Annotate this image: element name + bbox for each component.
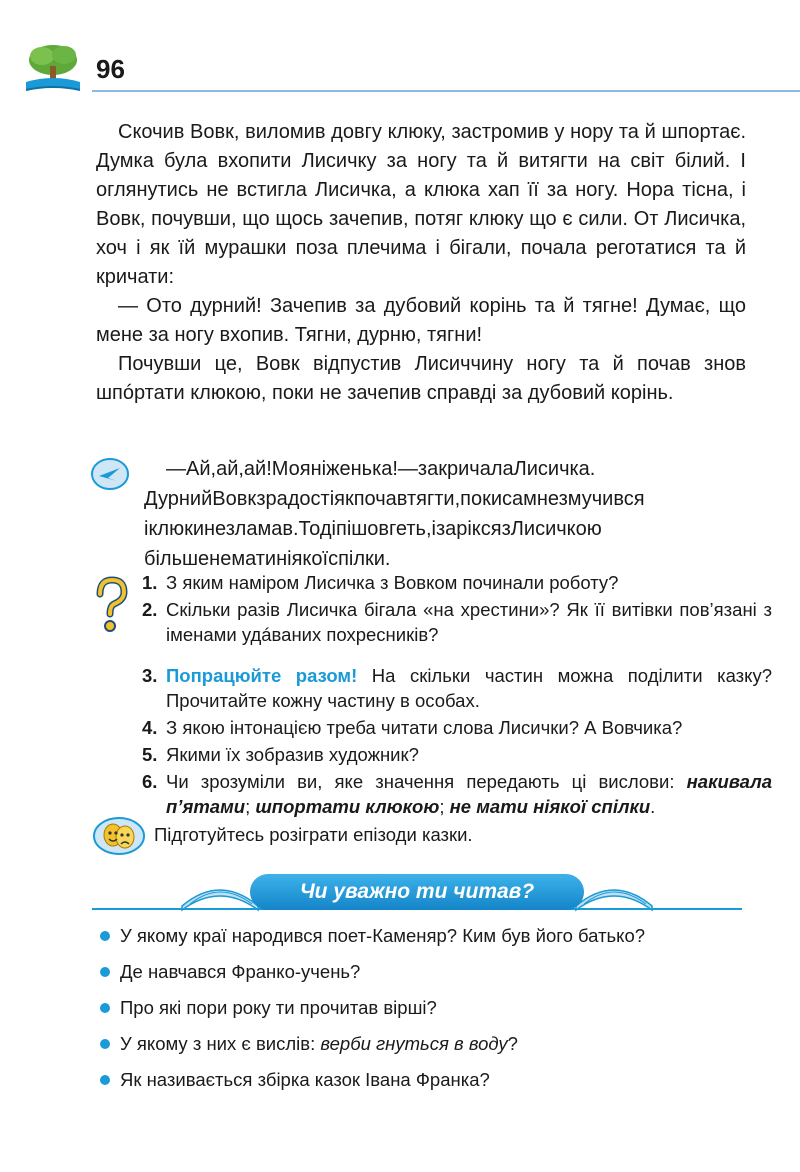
review-text: Як називається збірка казок Івана Франка? (120, 1069, 490, 1090)
question-number: 5. (142, 744, 158, 765)
task-block (92, 816, 772, 856)
theatre-masks-icon (92, 816, 146, 856)
review-text: Про які пори року ти прочитав вірші? (120, 997, 437, 1018)
story-paragraph: — Ото дурний! Зачепив за дубовий корінь та й тягне! Думає, що мене за ногу вхопив. Тягни, дурню, тягни! (96, 295, 746, 346)
open-book-icon (180, 866, 260, 912)
question-text: З якою інтонацією треба читати слова Лисички? А Вовчика? (166, 717, 683, 738)
page-number: 96 (96, 54, 125, 84)
review-item (100, 1066, 780, 1102)
review-text: Де навчався Франко-учень? (120, 961, 361, 982)
note-text: —Ай,ай,ай!Мояніженька!—закричалаЛисичка. ДурнийВовкзрадостіякпочавтягти,покисамнезмучився іклюкинезламав.Тодіпішовгеть,ізаріксязЛисичкою більшенематиніякоїспілки. (144, 458, 645, 570)
question-text: З яким наміром Лисичка з Вовком починали роботу? (166, 572, 619, 593)
question-item (142, 715, 772, 740)
phrase: шпортати клюкою (255, 796, 440, 817)
review-text: У якому краї народився поет-Каменяр? Ким був його батько? (120, 925, 646, 946)
bullet-icon (100, 1003, 110, 1013)
question-item (142, 570, 772, 595)
question-text: Чи зрозуміли ви, яке значення передають ці вислови: (166, 771, 687, 792)
question-number: 4. (142, 717, 158, 738)
teamwork-highlight: Попрацюйте разом! (166, 665, 358, 686)
bullet-icon (100, 1075, 110, 1085)
review-item (100, 922, 780, 958)
question-text: Скільки разів Лисичка бігала «на хрестини»? Як її витівки пов’язані з іменами удáваних похресників? (166, 599, 772, 645)
review-item (100, 1030, 780, 1066)
task-text: Підготуйтесь розіграти епізоди казки. (154, 824, 473, 845)
question-number: 6. (142, 771, 158, 792)
separator: ; (439, 796, 450, 817)
question-item (142, 742, 772, 767)
review-item (100, 994, 780, 1030)
questions-block (92, 570, 772, 821)
review-text: У якому з них є вислів: (120, 1033, 321, 1054)
story-paragraph: Почувши це, Вовк відпустив Лисиччину ногу та й почав знов шпóртати клюкою, поки не зачепив справді за дубовий корінь. (96, 353, 746, 404)
separator: ; (245, 796, 256, 817)
bullet-icon (100, 1039, 110, 1049)
question-list (142, 570, 772, 819)
sentence-end: . (650, 796, 656, 817)
review-item (100, 958, 780, 994)
bullet-icon (100, 967, 110, 977)
banner-title: Чи уважно ти читав? (250, 874, 584, 910)
open-book-icon (574, 866, 654, 912)
question-text: На скільки частин можна поділити казку? Прочитайте кожну частину в особах. (166, 665, 772, 711)
story-paragraph: Скочив Вовк, виломив довгу клюку, застромив у нору та й шпортає. Думка була вхопити Лисичку за ногу та й витягти на світ білий. І оглянутись не встигла Лисичка, а клюка хап її за ногу. Нора тісна, і Вовк, почувши, що щось зачепив, потяг клюку що є сили. От Лисичка, хоч і як їй мурашки поза плечима і бігали, почала реготатися та й кричати: (96, 121, 746, 288)
question-item (142, 769, 772, 819)
question-item (142, 597, 772, 647)
question-text: Якими їх зобразив художник? (166, 744, 419, 765)
page-header (22, 40, 800, 100)
review-list (100, 922, 780, 1102)
question-mark-icon (90, 576, 132, 634)
question-number: 1. (142, 572, 158, 593)
review-quote: верби гнуться в воду (320, 1033, 508, 1054)
note-block (92, 454, 772, 574)
section-banner (92, 866, 742, 916)
phrase: не мати ніякої спілки (449, 796, 651, 817)
question-item (142, 663, 772, 713)
question-number: 3. (142, 665, 158, 686)
story-text (96, 118, 746, 408)
header-divider (92, 90, 800, 92)
tree-book-icon (22, 40, 84, 96)
bullet-icon (100, 931, 110, 941)
review-end: ? (507, 1033, 518, 1054)
note-icon (90, 456, 130, 492)
question-number: 2. (142, 599, 158, 620)
phrase: накивала п’ятами (166, 771, 772, 817)
